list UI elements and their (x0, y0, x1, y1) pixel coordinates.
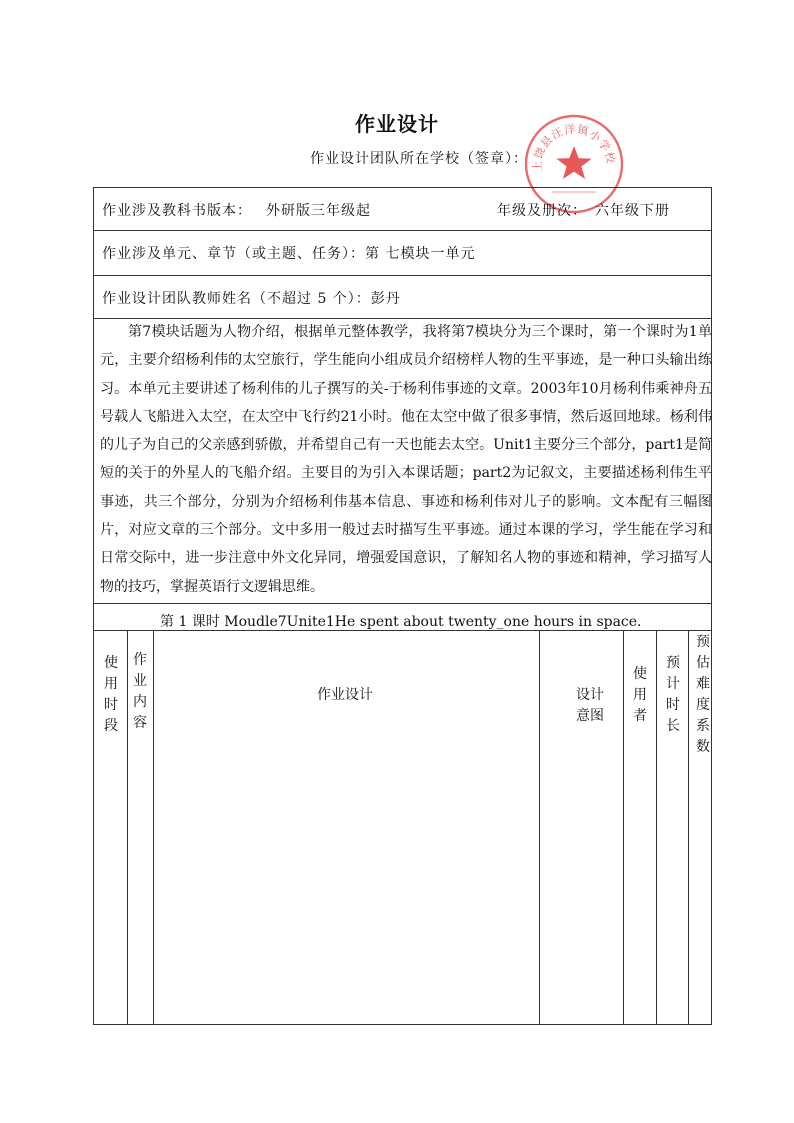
header-design: 作业设计 (317, 687, 373, 703)
unit-value: 第 七模块一单元 (365, 246, 476, 262)
column-divider (539, 630, 540, 1025)
column-divider (153, 630, 154, 1025)
row-divider (93, 603, 712, 604)
teacher-row (102, 288, 401, 308)
column-divider (688, 630, 689, 1025)
textbook-label: 作业涉及教科书版本： (102, 203, 252, 219)
column-divider (623, 630, 624, 1025)
homework-table (93, 187, 712, 1025)
textbook-row (102, 200, 371, 220)
row-divider (93, 230, 712, 231)
unit-overview (100, 318, 712, 601)
grade-row (497, 200, 670, 220)
row-divider (93, 275, 712, 276)
unit-label: 作业涉及单元、章节（或主题、任务）： (102, 246, 365, 262)
textbook-value: 外研版三年级起 (266, 203, 371, 219)
lesson-title: 第 1 课时 Moudle7Unite1He spent about twenty_one hours in space. (160, 614, 642, 630)
svg-text:上饶县汪洋镇小学校: 上饶县汪洋镇小学校 (530, 122, 618, 172)
column-divider (656, 630, 657, 1025)
header-difficulty: 预估难度系数 (696, 634, 710, 755)
header-content: 作业内容 (133, 652, 147, 731)
grade-value: 六年级下册 (595, 203, 670, 219)
header-intent: 设计意图 (576, 687, 604, 724)
header-user: 使用者 (633, 666, 647, 724)
unit-row (102, 243, 475, 263)
teacher-value: 彭丹 (370, 291, 401, 307)
header-time: 预计时长 (666, 655, 680, 734)
header-period: 使用时段 (104, 655, 118, 734)
unit-overview-paragraph: 第7模块话题为人物介绍，根据单元整体教学，我将第7模块分为三个课时，第一个课时为1单元，主要介绍杨利伟的太空旅行，学生能向小组成员介绍榜样人物的生平事迹，是一种口头输出练习。本单元主要讲述了杨利伟的儿子撰写的关-于杨利伟事迹的文章。2003年10月杨利伟乘神舟五号载人飞船进入太空，在太空中飞行约21小时。他在太空中做了很多事情，然后返回地球。杨利伟的儿子为自己的父亲感到骄傲，并希望自己有一天也能去太空。Unit1主要分三个部分，part1是简短的关于的外星人的飞船介绍。主要目的为引入本课话题；part2为记叙文，主要描述杨利伟生平事迹，共三个部分，分别为介绍杨利伟基本信息、事迹和杨利伟对儿子的影响。文本配有三幅图片，对应文章的三个部分。文中多用一般过去时描写生平事迹。通过本课的学习，学生能在学习和日常交际中，进一步注意中外文化异同，增强爱国意识，了解知名人物的事迹和精神，学习描写人物的技巧，掌握英语行文逻辑思维。 (100, 324, 712, 595)
teacher-label: 作业设计团队教师姓名（不超过 5 个）： (102, 291, 371, 307)
grade-label: 年级及册次： (497, 203, 587, 219)
seal-star-icon (556, 146, 591, 179)
school-signature-label: 作业设计团队所在学校（签章）： (310, 151, 528, 167)
document-title: 作业设计 (355, 112, 439, 136)
column-divider (127, 630, 128, 1025)
